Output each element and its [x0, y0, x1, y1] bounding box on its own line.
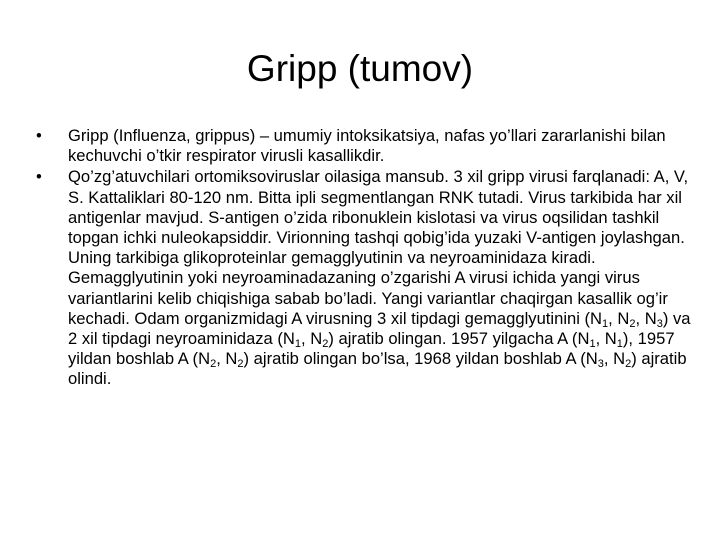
- text-segment: ) ajratib olingan. 1957 yilgacha A (N: [328, 329, 590, 349]
- subscript: 2: [629, 317, 636, 330]
- text-segment: ) ajratib olingan bo’lsa, 1968 yildan boshlab A (N: [243, 349, 598, 369]
- text-segment: Gripp (Influenza, grippus) – umumiy intoksikatsiya, nafas yo’llari zararlanishi bilan kechuvchi o’tkir respirator virusli kasallikdir.: [68, 126, 666, 166]
- subscript: 1: [616, 338, 623, 351]
- bullet-icon: •: [36, 126, 42, 145]
- subscript: 2: [237, 358, 244, 371]
- bullet-icon: •: [36, 167, 42, 187]
- text-segment: ), 1957 yildan boshlab A (N: [68, 329, 675, 369]
- subscript: 3: [597, 358, 604, 371]
- slide-title: Gripp (tumov): [246, 48, 474, 89]
- text-segment: ) va 2 xil tipdagi neyroaminidaza (N: [68, 308, 691, 349]
- bullet-item-pathogen: [36, 167, 696, 389]
- text-segment: , N: [608, 308, 630, 328]
- subscript: 1: [602, 317, 609, 330]
- bullet-text: [68, 126, 696, 166]
- subscript: 1: [589, 338, 596, 351]
- subscript: 2: [210, 358, 217, 371]
- bullet-text: [68, 167, 696, 389]
- text-segment: , N: [595, 329, 617, 349]
- subscript: 3: [656, 317, 663, 330]
- text-segment: Qo’zg’atuvchilari ortomiksoviruslar oilasiga mansub. 3 xil gripp virusi farqlanadi: A, V, S. Kattaliklari 80-120 nm. Bitta ipli segmentlangan RNK tutadi. Virus tarkibida har xil antigenlar mavjud. S-antigen o’zida ribonuklein kislotasi va virus oqsilidan tashkil topgan ichki nuleokapsiddir. Virionning tashqi qobig’ida yuzaki V-antigen joylashgan. Uning tarkibiga glikoproteinlar gemagglyutinin va neyroaminidaza kiradi. Gemagglyutinin yoki neyroaminadazaning o’zgarishi A virusi ichida yangi virus variantlarini kelib chiqishiga sabab bo’ladi. Yangi variantlar chaqirgan kasallik og’ir kechadi. Odam organizmidagi A virusning 3 xil tipdagi gemagglyutinini (N: [68, 167, 689, 328]
- subscript: 2: [322, 338, 329, 351]
- text-segment: ) ajratib olindi.: [68, 349, 687, 389]
- subscript: 1: [294, 338, 302, 351]
- bullet-item-definition: [36, 126, 696, 166]
- text-segment: , N: [301, 329, 323, 349]
- text-segment: , N: [603, 349, 626, 369]
- text-segment: , N: [635, 308, 657, 328]
- bullet-list: [36, 126, 696, 391]
- text-segment: , N: [216, 349, 238, 369]
- subscript: 2: [625, 358, 632, 371]
